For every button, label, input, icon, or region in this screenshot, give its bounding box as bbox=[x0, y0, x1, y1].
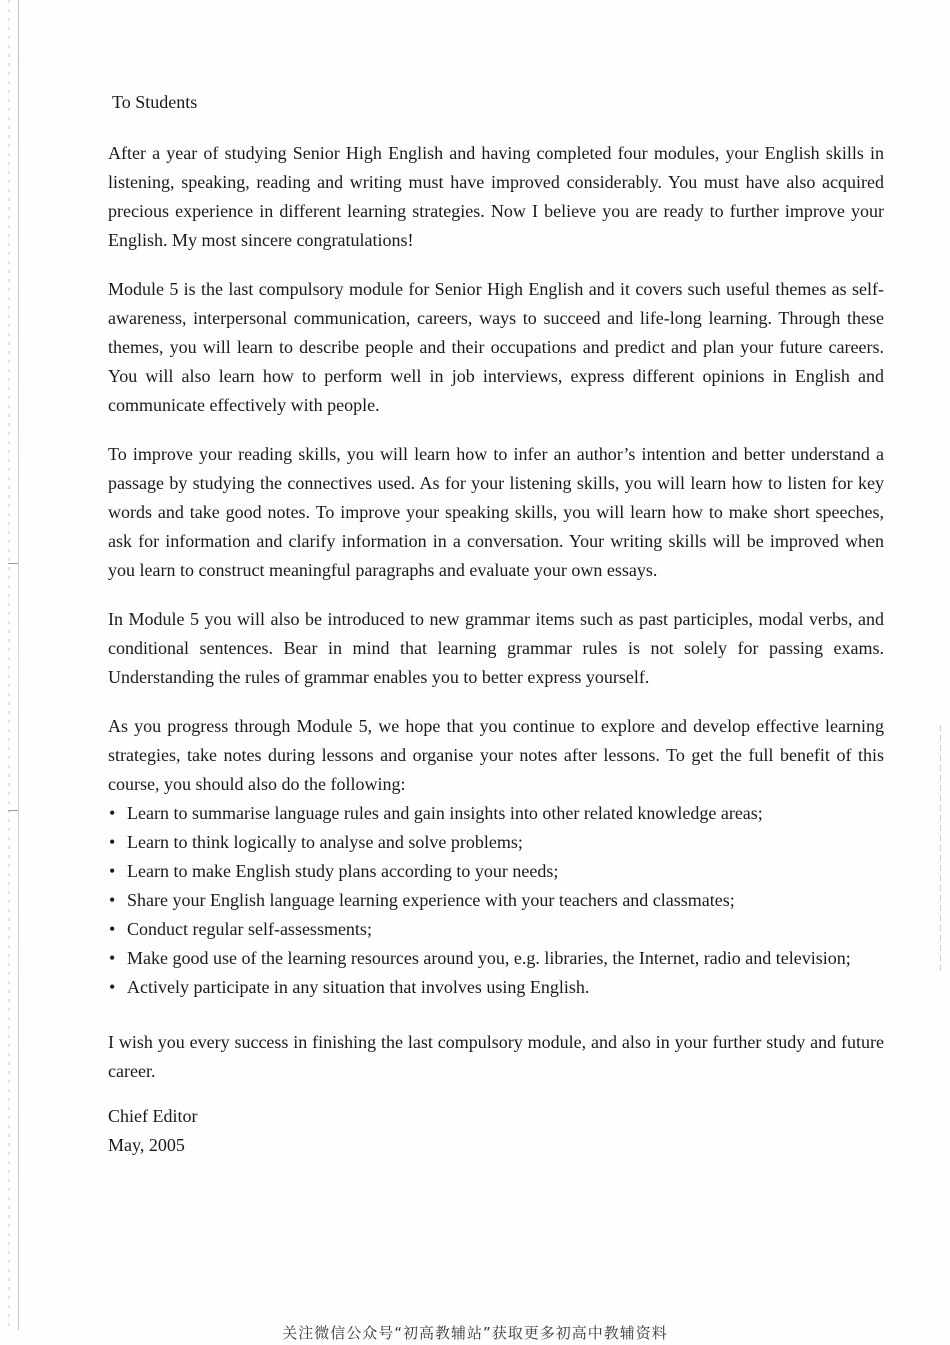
scan-tick-mark bbox=[8, 810, 18, 811]
binding-edge-line bbox=[18, 0, 19, 1330]
list-item bbox=[108, 886, 884, 915]
scan-edge-mark bbox=[940, 725, 941, 975]
list-item-text: Learn to summarise language rules and gain insights into other related knowledge areas; bbox=[127, 803, 763, 823]
paragraph: In Module 5 you will also be introduced to new grammar items such as past participles, modal verbs, and conditional sentences. Bear in mind that learning grammar rules is not solely for passing exams. Understanding the rules of grammar enables you to better express yourself. bbox=[108, 609, 884, 687]
list-item-text: Conduct regular self-assessments; bbox=[127, 919, 372, 939]
paragraph: Module 5 is the last compulsory module for Senior High English and it covers such useful themes as self-awareness, interpersonal communication, careers, ways to succeed and life-long learning. Through these themes, you will learn to describe people and their occupations and predict and plan your future careers. You will also learn how to perform well in job interviews, express different opinions in English and communicate effectively with people. bbox=[108, 279, 884, 415]
list-item-text: Share your English language learning experience with your teachers and classmates; bbox=[127, 890, 735, 910]
paragraph: To improve your reading skills, you will learn how to infer an author’s intention and better understand a passage by studying the connectives used. As for your listening skills, you will learn how to listen for key words and take good notes. To improve your speaking skills, you will learn how to make short speeches, ask for information and clarify information in a conversation. Your writing skills will be improved when you learn to construct meaningful paragraphs and evaluate your own essays. bbox=[108, 444, 884, 580]
footer-watermark: 关注微信公众号“初高教辅站”获取更多初高中教辅资料 bbox=[282, 1324, 668, 1342]
list-item bbox=[108, 944, 884, 973]
bullet-icon: • bbox=[109, 919, 116, 939]
list-item bbox=[108, 799, 884, 828]
list-item-text: Learn to make English study plans according to your needs; bbox=[127, 861, 559, 881]
signature-block bbox=[108, 1102, 884, 1160]
recommendation-list bbox=[108, 799, 884, 1002]
binding-edge-dots bbox=[8, 0, 10, 1330]
paragraph: After a year of studying Senior High English and having completed four modules, your English skills in listening, speaking, reading and writing must have improved considerably. You must have also acquired precious experience in different learning strategies. Now I believe you are ready to further improve your English. My most sincere congratulations! bbox=[108, 143, 884, 250]
signature-date: May, 2005 bbox=[108, 1135, 185, 1155]
list-item bbox=[108, 973, 884, 1002]
list-item bbox=[108, 915, 884, 944]
list-item bbox=[108, 857, 884, 886]
bullet-icon: • bbox=[109, 832, 116, 852]
list-item-text: Learn to think logically to analyse and solve problems; bbox=[127, 832, 523, 852]
bullet-icon: • bbox=[109, 948, 116, 968]
paragraph: As you progress through Module 5, we hope that you continue to explore and develop effective learning strategies, take notes during lessons and organise your notes after lessons. To get the full benefit of this course, you should also do the following: bbox=[108, 716, 884, 794]
closing-paragraph: I wish you every success in finishing the last compulsory module, and also in your further study and future career. bbox=[108, 1032, 884, 1081]
scan-tick-mark bbox=[8, 563, 18, 564]
bullet-icon: • bbox=[109, 890, 116, 910]
salutation: To Students bbox=[112, 92, 198, 112]
signature-title: Chief Editor bbox=[108, 1106, 198, 1126]
list-item bbox=[108, 828, 884, 857]
bullet-icon: • bbox=[109, 977, 116, 997]
bullet-icon: • bbox=[109, 861, 116, 881]
list-item-text: Actively participate in any situation that involves using English. bbox=[127, 977, 590, 997]
list-item-text: Make good use of the learning resources around you, e.g. libraries, the Internet, radio and television; bbox=[127, 948, 851, 968]
bullet-icon: • bbox=[109, 803, 116, 823]
letter-body bbox=[108, 88, 884, 1160]
